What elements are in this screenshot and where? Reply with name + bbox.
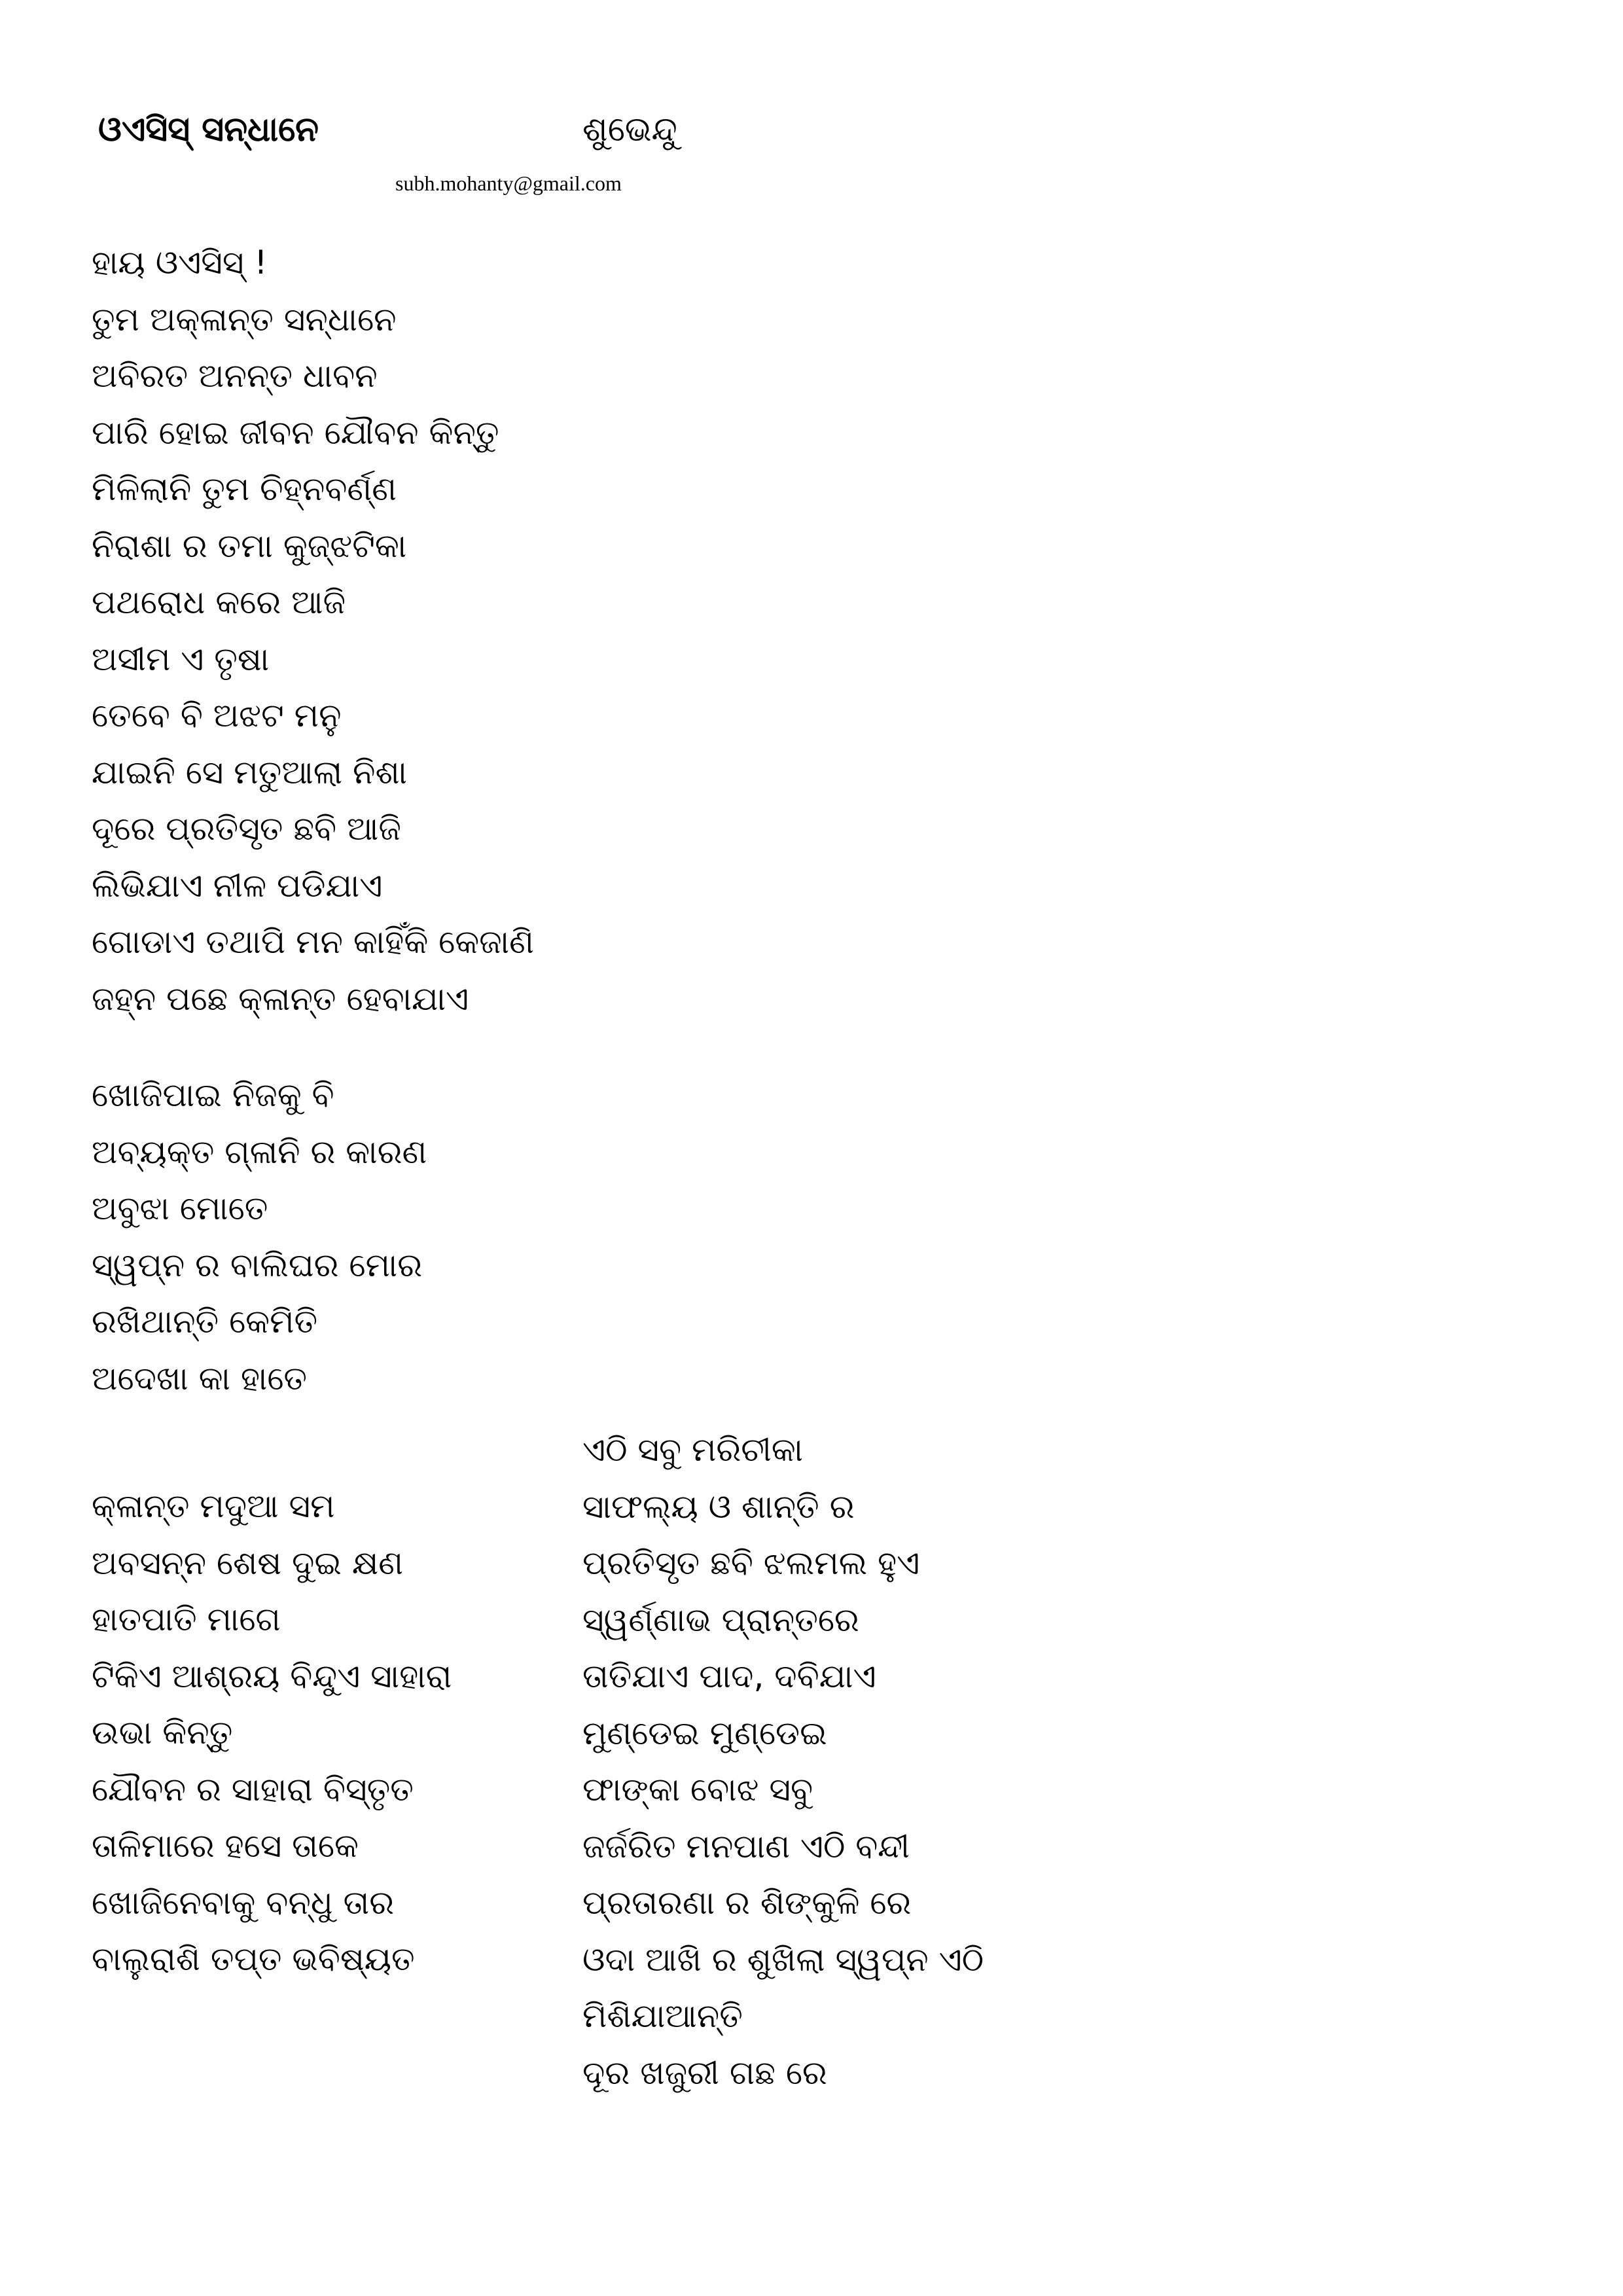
poem-line: ଲିଭିଯାଏ ନୀଳ ପଡିଯାଏ: [92, 866, 383, 905]
poem-line: ହାତପାତି ମାଗେ: [92, 1600, 281, 1638]
poem-line: ମୁଣ୍ଡେଇ ମୁଣ୍ଡେଇ: [582, 1713, 827, 1752]
poem-title: ଓଏସିସ୍ ସନ୍ଧାନେ: [98, 110, 319, 149]
poem-line: ଯାଇନି ସେ ମତୁଆଲା ନିଶା: [92, 753, 408, 791]
poem-line: କ୍ଳାନ୍ତ ମଦୁଆ ସମ: [92, 1487, 335, 1525]
poem-line: ହାୟ ଓଏସିସ୍ !: [92, 243, 268, 281]
poem-line: ସ୍ୱପ୍ନ ର ବାଲିଘର ମୋର: [92, 1246, 423, 1284]
poem-line: ଅସୀମ ଏ ତୃଷା: [92, 639, 270, 678]
poem-line: ମିଶିଯାଆନ୍ତି: [582, 1997, 743, 2035]
poem-line: ରଖିଥାନ୍ତି କେମିତି: [92, 1302, 318, 1340]
poem-line: ସ୍ୱର୍ଣ୍ଣାଭ ପ୍ରାନ୍ତରେ: [582, 1600, 859, 1639]
poem-line: ତାଳିମାରେ ହସେ ତାକେ: [92, 1827, 359, 1865]
poem-author: ଶୁଭେନ୍ଦୁ: [582, 110, 677, 149]
poem-line: ପଥରୋଧ କରେ ଆଜି: [92, 583, 346, 621]
poem-line: ଦୂରେ ପ୍ରତିସୃତ ଛବି ଆଜି: [92, 810, 401, 848]
poem-line: ସାଫଲ୍ୟ ଓ ଶାନ୍ତି ର: [582, 1487, 855, 1526]
poem-line: ଅବସନ୍ନ ଶେଷ ଦୁଇ କ୍ଷଣ: [92, 1543, 404, 1582]
poem-line: ବାଲୁରାଶି ତପ୍ତ ଭବିଷ୍ୟତ: [92, 1940, 415, 1978]
poem-line: ଅବୁଝା ମୋତେ: [92, 1189, 268, 1227]
poem-line: ତୁମ ଅକ୍ଳାନ୍ତ ସନ୍ଧାନେ: [92, 300, 397, 338]
poem-line: ପ୍ରତିସୃତ ଛବି ଝଲମଲ ହୁଏ: [582, 1544, 920, 1582]
poem-line: ନିରାଶା ର ତମା କୁଜ୍ଝଟିକା: [92, 526, 407, 565]
poem-line: ଉଭା କିନ୍ତୁ: [92, 1713, 233, 1751]
poem-line: ଖୋଜିପାଇ ନିଜକୁ ବି: [92, 1076, 334, 1114]
stanza-4: [582, 1422, 984, 2101]
poem-line: ଏଠି ସବୁ ମରିଚୀକା: [582, 1431, 804, 1469]
stanza-2: [92, 1067, 427, 1407]
poem-line: ମିଳିଲାନି ତୁମ ଚିହ୍ନବର୍ଣ୍ଣ: [92, 470, 397, 508]
poem-line: ଖୋଜିନେବାକୁ ବନ୍ଧୁ ତାର: [92, 1883, 395, 1922]
poem-line: ଅଦେଖା କା ହାତେ: [92, 1359, 308, 1397]
poem-line: ଦୂର ଖଜୁରୀ ଗଛ ରେ: [582, 2053, 827, 2092]
stanza-3: [92, 1478, 452, 1988]
stanza-1: [92, 234, 534, 1027]
poem-line: ତାତିଯାଏ ପାଦ, ଦବିଯାଏ: [582, 1657, 876, 1695]
poem-line: ପ୍ରତାରଣା ର ଶିଙ୍କୁଳି ରେ: [582, 1884, 912, 1922]
poem-line: ତେବେ ବି ଅଝଟ ମନୁ: [92, 696, 342, 734]
author-email: subh.mohanty@gmail.com: [395, 171, 622, 195]
poem-line: ଫାଙ୍କା ବୋଝ ସବୁ: [582, 1770, 813, 1808]
poem-line: ଅବିରତ ଅନନ୍ତ ଧାବନ: [92, 357, 378, 395]
poem-line: ଜର୍ଜରିତ ମନପାଣ ଏଠି ବନ୍ଦୀ: [582, 1827, 910, 1865]
poem-line: ଓଦା ଆଖି ର ଶୁଖିଲା ସ୍ୱପ୍ନ ଏଠି: [582, 1940, 984, 1979]
poem-line: ଜହ୍ନ ପଛେ କ୍ଳାନ୍ତ ହେବାଯାଏ: [92, 979, 469, 1018]
poem-line: ଅବ୍ୟକ୍ତ ଗ୍ଳାନି ର କାରଣ: [92, 1132, 427, 1171]
poem-line: ଗୋଡାଏ ତଥାପି ମନ କାହିଁକି କେଜାଣି: [92, 923, 534, 961]
poem-line: ଯୌବନ ର ସାହାରା ବିସ୍ତୃତ: [92, 1770, 414, 1808]
poem-line: ପାରି ହୋଇ ଜୀବନ ଯୌବନ କିନ୍ତୁ: [92, 413, 499, 452]
poem-line: ଟିକିଏ ଆଶ୍ରୟ ବିନ୍ଦୁଏ ସାହାରା: [92, 1657, 452, 1695]
